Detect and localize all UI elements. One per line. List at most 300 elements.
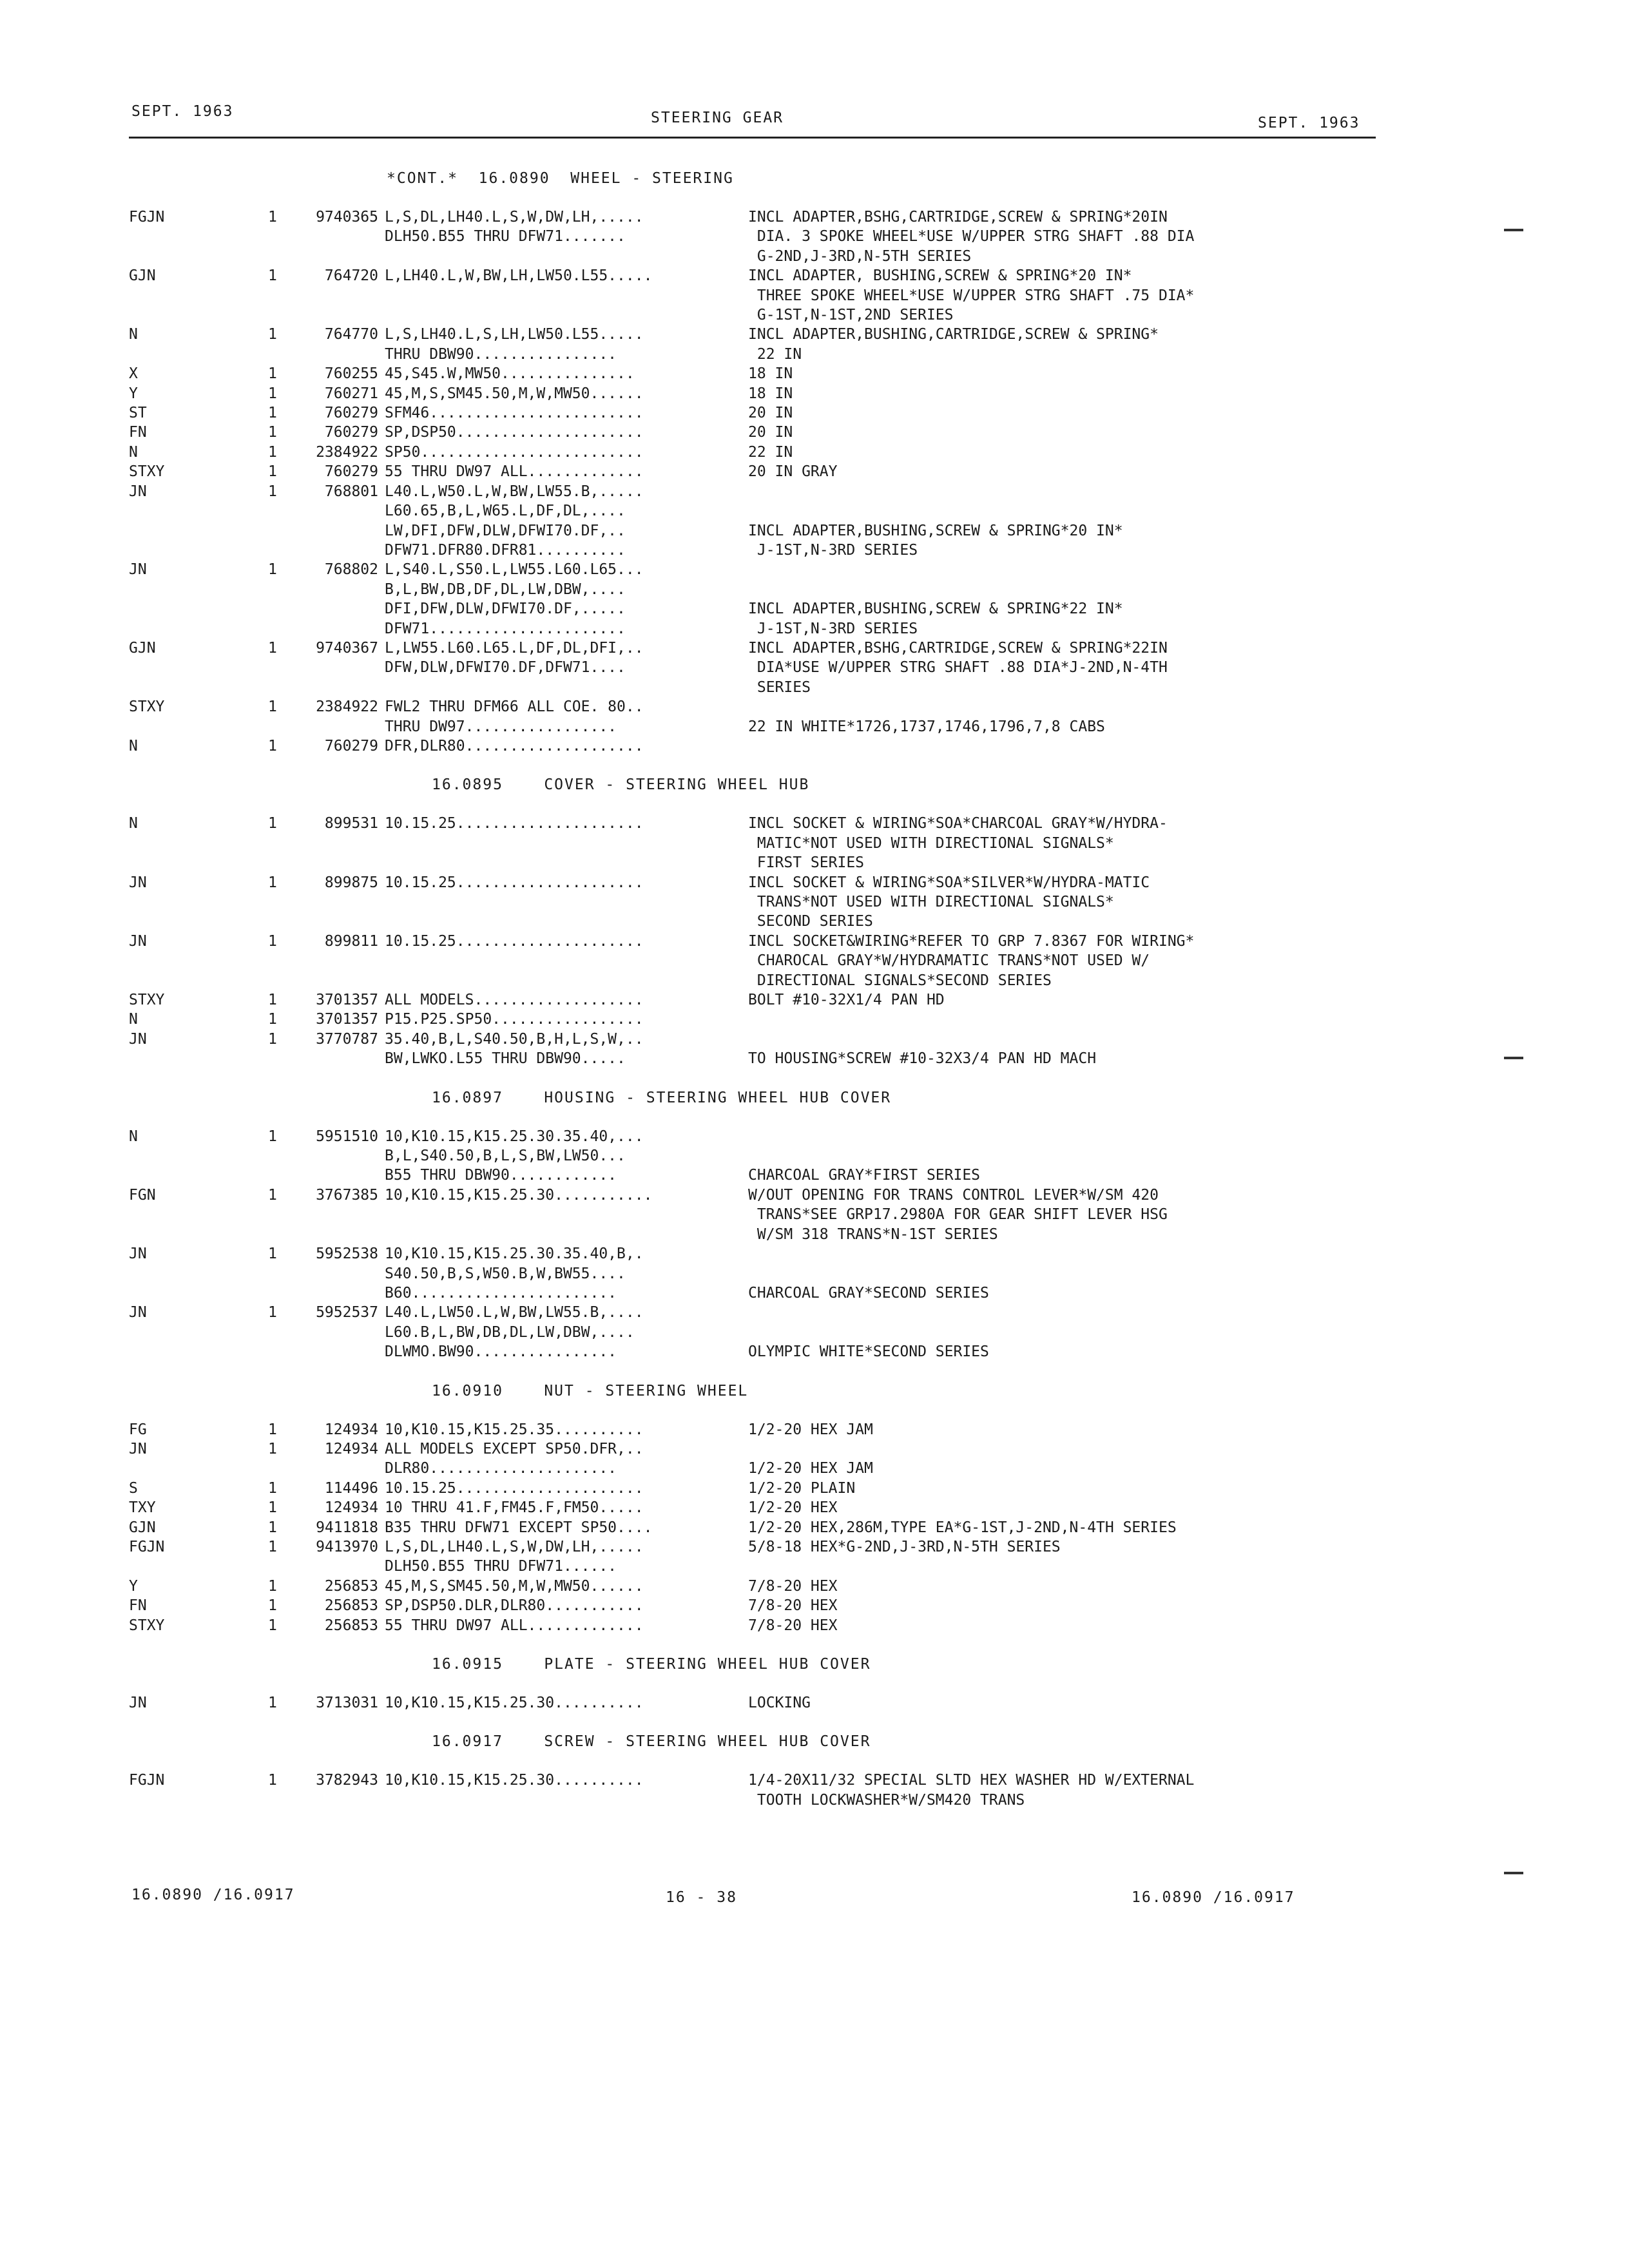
description-cell: W/OUT OPENING FOR TRANS CONTROL LEVER*W/SM 420 bbox=[748, 1186, 1159, 1204]
description-cell: CHAROCAL GRAY*W/HYDRAMATIC TRANS*NOT USED W/ bbox=[748, 952, 1150, 970]
application-cell: L,S,LH40.L,S,LH,LW50.L55..... bbox=[385, 326, 644, 343]
application-cell bbox=[385, 951, 748, 970]
qty-cell: 1 bbox=[268, 1538, 277, 1555]
application-cell bbox=[385, 892, 748, 912]
application-cell: FWL2 THRU DFM66 ALL COE. 80.. bbox=[385, 698, 644, 716]
part-number-cell: 899875 bbox=[324, 874, 378, 891]
application-cell: 10.15.25..................... bbox=[385, 1479, 644, 1497]
description-cell: 22 IN bbox=[748, 443, 793, 461]
part-number-cell: 899531 bbox=[324, 815, 378, 832]
application-cell bbox=[385, 834, 748, 853]
models-cell bbox=[129, 912, 268, 931]
qty-cell: 1 bbox=[268, 1128, 277, 1145]
qty-cell bbox=[268, 1342, 282, 1361]
qty-cell: 1 bbox=[268, 326, 277, 343]
models-cell: FGJN bbox=[129, 209, 165, 226]
qty-cell bbox=[268, 951, 282, 970]
description-cell: DIRECTIONAL SIGNALS*SECOND SERIES bbox=[748, 972, 1052, 989]
qty-cell: 1 bbox=[268, 209, 277, 226]
qty-cell: 1 bbox=[268, 561, 277, 579]
application-cell: 10,K10.15,K15.25.30........... bbox=[385, 1186, 653, 1204]
models-cell: FGJN bbox=[129, 1538, 165, 1555]
qty-cell: 1 bbox=[268, 1577, 277, 1595]
spacer bbox=[129, 1674, 1379, 1693]
part-number-cell: 5951510 bbox=[316, 1128, 378, 1145]
parts-row bbox=[129, 599, 1379, 619]
parts-row bbox=[129, 325, 1379, 344]
qty-cell: 1 bbox=[268, 483, 277, 500]
section-heading-text: 16.0915 PLATE - STEERING WHEEL HUB COVER bbox=[432, 1656, 871, 1673]
part-number-cell bbox=[282, 717, 385, 736]
part-number-cell bbox=[282, 1225, 385, 1244]
description-cell bbox=[748, 482, 1379, 501]
part-number-cell: 124934 bbox=[324, 1440, 378, 1457]
description-cell bbox=[748, 1439, 1379, 1459]
application-cell bbox=[385, 853, 748, 872]
description-cell: THREE SPOKE WHEEL*USE W/UPPER STRG SHAFT .75 DIA* bbox=[748, 287, 1195, 304]
models-cell: JN bbox=[129, 932, 147, 950]
qty-cell bbox=[268, 717, 282, 736]
application-cell: SP50......................... bbox=[385, 443, 644, 461]
section-heading bbox=[129, 1381, 1379, 1401]
application-cell: B,L,BW,DB,DF,DL,LW,DBW,.... bbox=[385, 581, 626, 598]
models-cell: JN bbox=[129, 483, 147, 500]
parts-row bbox=[129, 892, 1379, 912]
application-cell: DLWMO.BW90................ bbox=[385, 1343, 617, 1361]
models-cell bbox=[129, 1264, 268, 1283]
part-number-cell bbox=[282, 580, 385, 599]
models-cell bbox=[129, 227, 268, 246]
models-cell bbox=[129, 521, 268, 541]
part-number-cell bbox=[282, 1342, 385, 1361]
models-cell: FN bbox=[129, 1597, 147, 1615]
models-cell bbox=[129, 345, 268, 364]
description-cell: J-1ST,N-3RD SERIES bbox=[748, 541, 918, 559]
qty-cell bbox=[268, 892, 282, 912]
part-number-cell bbox=[282, 619, 385, 639]
models-cell: N bbox=[129, 815, 138, 832]
spacer bbox=[129, 1713, 1379, 1732]
application-cell: 55 THRU DW97 ALL............. bbox=[385, 463, 644, 481]
part-number-cell: 256853 bbox=[324, 1577, 378, 1595]
parts-row bbox=[129, 423, 1379, 442]
models-cell bbox=[129, 951, 268, 970]
application-cell: L60.B,L,BW,DB,DL,LW,DBW,.... bbox=[385, 1323, 635, 1341]
part-number-cell: 114496 bbox=[324, 1479, 378, 1497]
qty-cell: 1 bbox=[268, 1186, 277, 1204]
application-cell: 55 THRU DW97 ALL............. bbox=[385, 1617, 644, 1634]
qty-cell: 1 bbox=[268, 1695, 277, 1711]
application-cell: L40.L,LW50.L,W,BW,LW55.B,.... bbox=[385, 1304, 644, 1321]
qty-cell: 1 bbox=[268, 1421, 277, 1438]
header-rule bbox=[129, 137, 1376, 139]
part-number-cell: 256853 bbox=[324, 1597, 378, 1615]
application-cell: L60.65,B,L,W65.L,DF,DL,.... bbox=[385, 503, 626, 520]
parts-row bbox=[129, 1146, 1379, 1166]
models-cell bbox=[129, 501, 268, 521]
application-cell: DFW71.DFR80.DFR81.......... bbox=[385, 541, 626, 559]
part-number-cell: 760255 bbox=[324, 365, 378, 383]
description-cell: 20 IN GRAY bbox=[748, 463, 838, 481]
part-number-cell: 3782943 bbox=[316, 1772, 378, 1789]
application-cell bbox=[385, 305, 748, 325]
qty-cell bbox=[268, 1205, 282, 1224]
models-cell: JN bbox=[129, 1030, 147, 1048]
parts-row bbox=[129, 227, 1379, 246]
application-cell: LW,DFI,DFW,DLW,DFWI70.DF,.. bbox=[385, 522, 626, 539]
part-number-cell bbox=[282, 892, 385, 912]
models-cell: X bbox=[129, 365, 138, 383]
part-number-cell bbox=[282, 912, 385, 931]
part-number-cell: 760271 bbox=[324, 385, 378, 402]
models-cell: JN bbox=[129, 1245, 147, 1263]
parts-row bbox=[129, 286, 1379, 305]
qty-cell: 1 bbox=[268, 424, 277, 441]
application-cell: SP,DSP50..................... bbox=[385, 424, 644, 441]
application-cell: 45,M,S,SM45.50,M,W,MW50...... bbox=[385, 1577, 644, 1595]
application-cell bbox=[385, 1791, 748, 1810]
description-cell: 22 IN WHITE*1726,1737,1746,1796,7,8 CABS bbox=[748, 718, 1105, 735]
application-cell: DFR,DLR80.................... bbox=[385, 737, 644, 754]
spacer bbox=[129, 756, 1379, 775]
application-cell: B55 THRU DBW90............ bbox=[385, 1167, 617, 1184]
parts-row bbox=[129, 873, 1379, 892]
application-cell: 10,K10.15,K15.25.30.35.40,... bbox=[385, 1128, 644, 1145]
application-cell: L,LH40.L,W,BW,LH,LW50.L55..... bbox=[385, 267, 653, 285]
parts-row bbox=[129, 1323, 1379, 1342]
description-cell: INCL ADAPTER,BSHG,CARTRIDGE,SCREW & SPRING*22IN bbox=[748, 639, 1168, 657]
application-cell: 45,M,S,SM45.50,M,W,MW50...... bbox=[385, 385, 644, 402]
description-cell: W/SM 318 TRANS*N-1ST SERIES bbox=[748, 1225, 998, 1243]
models-cell bbox=[129, 853, 268, 872]
models-cell: Y bbox=[129, 1577, 138, 1595]
description-cell: G-2ND,J-3RD,N-5TH SERIES bbox=[748, 247, 972, 265]
application-cell: ALL MODELS EXCEPT SP50.DFR,.. bbox=[385, 1440, 644, 1457]
models-cell bbox=[129, 619, 268, 639]
part-number-cell bbox=[282, 1264, 385, 1283]
models-cell: JN bbox=[129, 1304, 147, 1321]
qty-cell bbox=[268, 345, 282, 364]
parts-row bbox=[129, 384, 1379, 403]
models-cell bbox=[129, 658, 268, 677]
description-cell: 18 IN bbox=[748, 365, 793, 383]
application-cell bbox=[385, 678, 748, 697]
description-cell: 1/4-20X11/32 SPECIAL SLTD HEX WASHER HD W/EXTERNAL bbox=[748, 1772, 1195, 1789]
section-heading bbox=[129, 1655, 1379, 1674]
footer-range-left: 16.0890 /16.0917 bbox=[131, 1887, 295, 1903]
qty-cell: 1 bbox=[268, 639, 277, 657]
qty-cell: 1 bbox=[268, 463, 277, 481]
qty-cell bbox=[268, 658, 282, 677]
qty-cell: 1 bbox=[268, 1304, 277, 1321]
parts-row bbox=[129, 1303, 1379, 1322]
qty-cell: 1 bbox=[268, 737, 277, 754]
application-cell bbox=[385, 1205, 748, 1224]
parts-row bbox=[129, 658, 1379, 677]
section-heading bbox=[129, 169, 1379, 188]
parts-row bbox=[129, 1205, 1379, 1224]
parts-row bbox=[129, 678, 1379, 697]
section-heading-text: 16.0895 COVER - STEERING WHEEL HUB bbox=[432, 776, 810, 794]
description-cell: INCL SOCKET & WIRING*SOA*SILVER*W/HYDRA-MATIC bbox=[748, 874, 1150, 891]
description-cell: 20 IN bbox=[748, 405, 793, 422]
models-cell: TXY bbox=[129, 1499, 156, 1517]
qty-cell: 1 bbox=[268, 1519, 277, 1536]
qty-cell bbox=[268, 1283, 282, 1303]
description-cell: 1/2-20 HEX bbox=[748, 1499, 838, 1517]
part-number-cell: 764770 bbox=[324, 326, 378, 343]
part-number-cell: 2384922 bbox=[316, 443, 378, 461]
parts-row bbox=[129, 560, 1379, 579]
models-cell bbox=[129, 1205, 268, 1224]
qty-cell bbox=[268, 619, 282, 639]
models-cell: JN bbox=[129, 561, 147, 579]
application-cell: B35 THRU DFW71 EXCEPT SP50.... bbox=[385, 1519, 653, 1536]
models-cell bbox=[129, 1166, 268, 1185]
qty-cell bbox=[268, 1459, 282, 1478]
part-number-cell: 5952537 bbox=[316, 1304, 378, 1321]
application-cell: 10.15.25..................... bbox=[385, 932, 644, 950]
description-cell: BOLT #10-32X1/4 PAN HD bbox=[748, 992, 945, 1009]
description-cell: FIRST SERIES bbox=[748, 854, 865, 872]
models-cell: ST bbox=[129, 405, 147, 422]
section-heading-text: *CONT.* 16.0890 WHEEL - STEERING bbox=[387, 170, 734, 187]
qty-cell: 1 bbox=[268, 267, 277, 285]
header-date-left: SEPT. 1963 bbox=[131, 103, 234, 120]
description-cell: INCL SOCKET & WIRING*SOA*CHARCOAL GRAY*W/HYDRA- bbox=[748, 815, 1168, 832]
models-cell: STXY bbox=[129, 698, 165, 716]
description-cell bbox=[748, 1030, 1379, 1049]
models-cell bbox=[129, 1557, 268, 1576]
application-cell: L,LW55.L60.L65.L,DF,DL,DFI,.. bbox=[385, 639, 644, 657]
description-cell: DIA. 3 SPOKE WHEEL*USE W/UPPER STRG SHAFT .88 DIA bbox=[748, 228, 1195, 245]
parts-row bbox=[129, 1010, 1379, 1029]
application-cell: ALL MODELS................... bbox=[385, 992, 644, 1009]
parts-listing bbox=[129, 169, 1379, 1810]
models-cell: Y bbox=[129, 385, 138, 402]
parts-row bbox=[129, 541, 1379, 560]
models-cell: JN bbox=[129, 874, 147, 891]
description-cell: INCL SOCKET&WIRING*REFER TO GRP 7.8367 FOR WIRING* bbox=[748, 932, 1195, 950]
description-cell: INCL ADAPTER, BUSHING,SCREW & SPRING*20 IN* bbox=[748, 267, 1132, 285]
spacer bbox=[129, 1108, 1379, 1127]
application-cell: BW,LWKO.L55 THRU DBW90..... bbox=[385, 1050, 626, 1068]
spacer bbox=[129, 1635, 1379, 1655]
description-cell: TO HOUSING*SCREW #10-32X3/4 PAN HD MACH bbox=[748, 1050, 1097, 1068]
models-cell: STXY bbox=[129, 992, 165, 1009]
description-cell: INCL ADAPTER,BSHG,CARTRIDGE,SCREW & SPRING*20IN bbox=[748, 209, 1168, 226]
parts-row bbox=[129, 305, 1379, 325]
parts-row bbox=[129, 1225, 1379, 1244]
models-cell bbox=[129, 1342, 268, 1361]
section-heading bbox=[129, 1088, 1379, 1108]
application-cell: THRU DBW90................ bbox=[385, 345, 617, 363]
description-cell: 7/8-20 HEX bbox=[748, 1597, 838, 1615]
description-cell bbox=[748, 501, 1379, 521]
description-cell: 1/2-20 HEX JAM bbox=[748, 1421, 873, 1438]
part-number-cell: 5952538 bbox=[316, 1245, 378, 1263]
qty-cell bbox=[268, 521, 282, 541]
models-cell bbox=[129, 286, 268, 305]
application-cell: 10 THRU 41.F,FM45.F,FM50..... bbox=[385, 1499, 644, 1517]
models-cell: FGN bbox=[129, 1186, 156, 1204]
parts-row bbox=[129, 1342, 1379, 1361]
application-cell bbox=[385, 247, 748, 266]
qty-cell bbox=[268, 834, 282, 853]
parts-row bbox=[129, 1537, 1379, 1557]
qty-cell bbox=[268, 286, 282, 305]
part-number-cell bbox=[282, 678, 385, 697]
models-cell: S bbox=[129, 1479, 138, 1497]
spacer bbox=[129, 1362, 1379, 1381]
parts-row bbox=[129, 364, 1379, 383]
qty-cell: 1 bbox=[268, 932, 277, 950]
parts-row bbox=[129, 639, 1379, 658]
part-number-cell bbox=[282, 1166, 385, 1185]
part-number-cell bbox=[282, 971, 385, 990]
parts-row bbox=[129, 1127, 1379, 1146]
models-cell bbox=[129, 541, 268, 560]
qty-cell: 1 bbox=[268, 1499, 277, 1517]
models-cell bbox=[129, 1283, 268, 1303]
parts-row bbox=[129, 1518, 1379, 1537]
part-number-cell bbox=[282, 501, 385, 521]
parts-row bbox=[129, 717, 1379, 736]
parts-row bbox=[129, 1557, 1379, 1576]
description-cell: SERIES bbox=[748, 678, 811, 696]
qty-cell: 1 bbox=[268, 698, 277, 716]
section-heading bbox=[129, 1732, 1379, 1751]
qty-cell bbox=[268, 1049, 282, 1068]
parts-row bbox=[129, 814, 1379, 833]
parts-row bbox=[129, 1577, 1379, 1596]
part-number-cell: 9740367 bbox=[316, 639, 378, 657]
application-cell: 10,K10.15,K15.25.30.35.40,B,. bbox=[385, 1245, 644, 1263]
part-number-cell bbox=[282, 521, 385, 541]
application-cell: THRU DW97................. bbox=[385, 718, 617, 735]
application-cell: L,S40.L,S50.L,LW55.L60.L65... bbox=[385, 561, 644, 579]
qty-cell: 1 bbox=[268, 405, 277, 422]
spacer bbox=[129, 1401, 1379, 1420]
description-cell bbox=[748, 1303, 1379, 1322]
application-cell: L,S,DL,LH40.L,S,W,DW,LH,..... bbox=[385, 1538, 644, 1555]
qty-cell bbox=[268, 971, 282, 990]
description-cell: 1/2-20 HEX,286M,TYPE EA*G-1ST,J-2ND,N-4TH SERIES bbox=[748, 1519, 1177, 1536]
description-cell bbox=[748, 736, 1379, 756]
part-number-cell: 760279 bbox=[324, 737, 378, 754]
part-number-cell: 768801 bbox=[324, 483, 378, 500]
models-cell: GJN bbox=[129, 639, 156, 657]
part-number-cell: 256853 bbox=[324, 1617, 378, 1634]
qty-cell: 1 bbox=[268, 1479, 277, 1497]
models-cell bbox=[129, 1225, 268, 1244]
application-cell: 10,K10.15,K15.25.30.......... bbox=[385, 1695, 644, 1711]
parts-row bbox=[129, 1420, 1379, 1439]
part-number-cell bbox=[282, 1049, 385, 1068]
description-cell: 22 IN bbox=[748, 345, 802, 363]
application-cell: S40.50,B,S,W50.B,W,BW55.... bbox=[385, 1265, 626, 1282]
part-number-cell: 3713031 bbox=[316, 1695, 378, 1711]
models-cell: N bbox=[129, 326, 138, 343]
qty-cell bbox=[268, 1264, 282, 1283]
description-cell: 7/8-20 HEX bbox=[748, 1617, 838, 1634]
parts-row bbox=[129, 1498, 1379, 1517]
application-cell: B60....................... bbox=[385, 1284, 617, 1302]
qty-cell bbox=[268, 541, 282, 560]
description-cell: TRANS*NOT USED WITH DIRECTIONAL SIGNALS* bbox=[748, 894, 1114, 910]
section-heading-text: 16.0910 NUT - STEERING WHEEL bbox=[432, 1382, 749, 1399]
part-number-cell: 3767385 bbox=[316, 1186, 378, 1204]
parts-row bbox=[129, 853, 1379, 872]
qty-cell: 1 bbox=[268, 365, 277, 383]
header-title: STEERING GEAR bbox=[651, 110, 784, 126]
parts-row bbox=[129, 990, 1379, 1010]
part-number-cell: 9740365 bbox=[316, 209, 378, 226]
qty-cell: 1 bbox=[268, 992, 277, 1009]
application-cell bbox=[385, 971, 748, 990]
qty-cell bbox=[268, 1166, 282, 1185]
models-cell: FGJN bbox=[129, 1772, 165, 1789]
parts-row bbox=[129, 1439, 1379, 1459]
description-cell: INCL ADAPTER,BUSHING,CARTRIDGE,SCREW & SPRING* bbox=[748, 326, 1159, 343]
application-cell: SFM46........................ bbox=[385, 405, 644, 422]
part-number-cell: 3701357 bbox=[316, 1011, 378, 1028]
spacer bbox=[129, 1751, 1379, 1771]
part-number-cell bbox=[282, 1146, 385, 1166]
parts-row bbox=[129, 207, 1379, 227]
description-cell bbox=[748, 1244, 1379, 1264]
parts-row bbox=[129, 951, 1379, 970]
parts-row bbox=[129, 697, 1379, 716]
part-number-cell: 899811 bbox=[324, 932, 378, 950]
qty-cell bbox=[268, 227, 282, 246]
application-cell: 35.40,B,L,S40.50,B,H,L,S,W,.. bbox=[385, 1030, 644, 1048]
description-cell: CHARCOAL GRAY*SECOND SERIES bbox=[748, 1284, 989, 1302]
application-cell: L,S,DL,LH40.L,S,W,DW,LH,..... bbox=[385, 209, 644, 226]
models-cell bbox=[129, 1049, 268, 1068]
part-number-cell bbox=[282, 541, 385, 560]
qty-cell bbox=[268, 305, 282, 325]
application-cell: DLH50.B55 THRU DFW71...... bbox=[385, 1558, 617, 1575]
models-cell bbox=[129, 1791, 268, 1810]
description-cell: TRANS*SEE GRP17.2980A FOR GEAR SHIFT LEVER HSG bbox=[748, 1206, 1168, 1224]
qty-cell: 1 bbox=[268, 1597, 277, 1615]
description-cell: 1/2-20 PLAIN bbox=[748, 1479, 856, 1497]
qty-cell bbox=[268, 580, 282, 599]
parts-row bbox=[129, 403, 1379, 423]
part-number-cell: 3770787 bbox=[316, 1030, 378, 1048]
qty-cell bbox=[268, 599, 282, 619]
models-cell bbox=[129, 717, 268, 736]
qty-cell bbox=[268, 1791, 282, 1810]
qty-cell: 1 bbox=[268, 1030, 277, 1048]
application-cell: B,L,S40.50,B,L,S,BW,LW50... bbox=[385, 1148, 626, 1165]
qty-cell bbox=[268, 678, 282, 697]
qty-cell: 1 bbox=[268, 1011, 277, 1028]
margin-mark bbox=[1504, 229, 1523, 231]
models-cell bbox=[129, 580, 268, 599]
description-cell bbox=[748, 1010, 1379, 1029]
models-cell bbox=[129, 678, 268, 697]
description-cell bbox=[748, 1323, 1379, 1342]
spacer bbox=[129, 794, 1379, 814]
parts-row bbox=[129, 462, 1379, 481]
description-cell: INCL ADAPTER,BUSHING,SCREW & SPRING*22 IN* bbox=[748, 601, 1123, 618]
application-cell bbox=[385, 286, 748, 305]
models-cell: STXY bbox=[129, 1617, 165, 1634]
qty-cell bbox=[268, 912, 282, 931]
application-cell bbox=[385, 912, 748, 931]
